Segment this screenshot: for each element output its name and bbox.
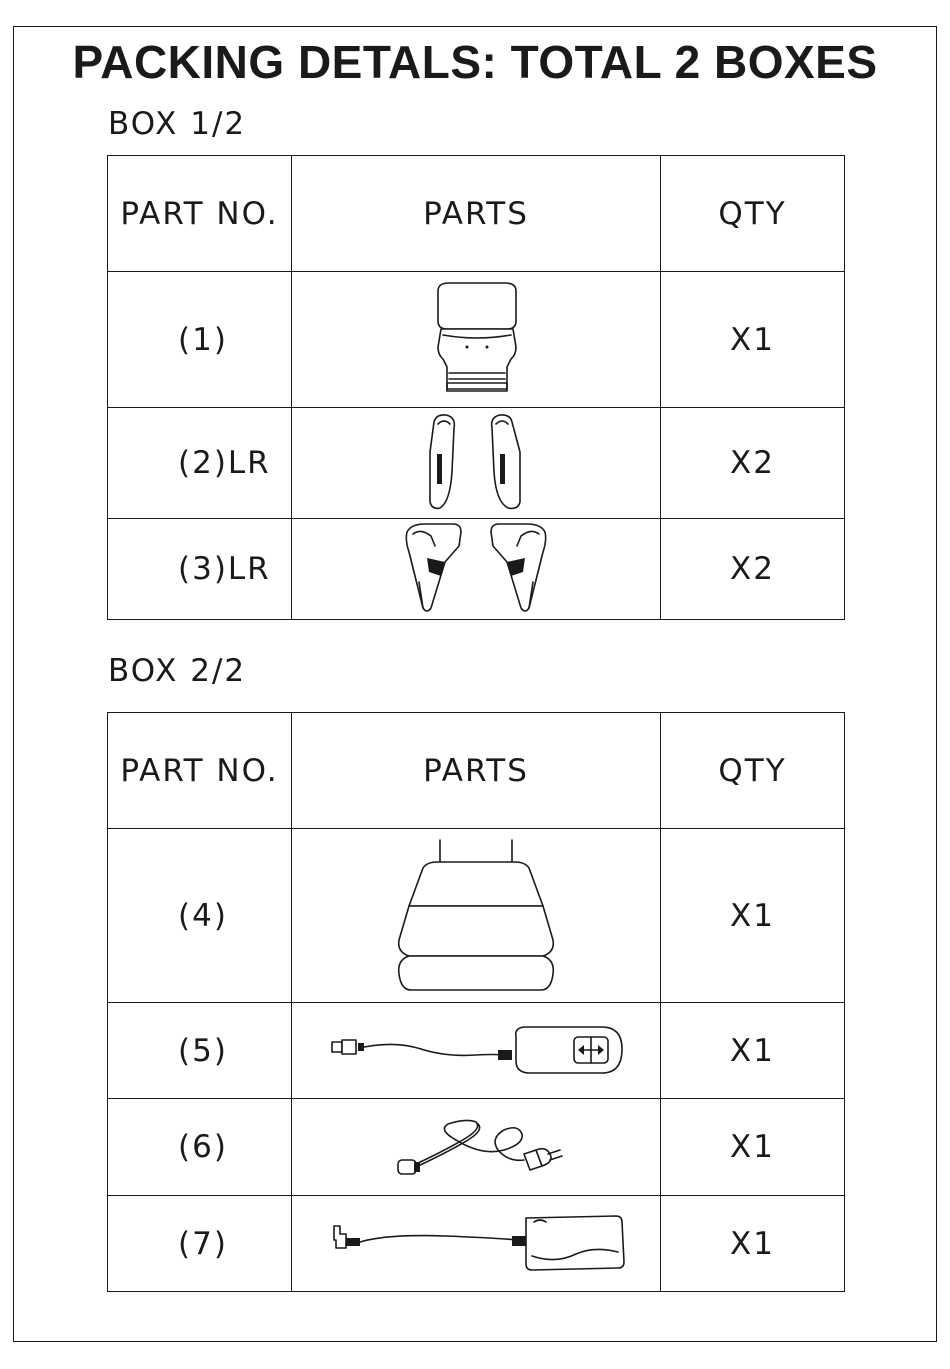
part-drawing-cell (292, 1196, 661, 1292)
qty-cell: X1 (661, 1003, 845, 1099)
part-no-cell: (6) (108, 1099, 292, 1196)
part-no-cell: (3)LR (108, 519, 292, 620)
part-drawing-cell (292, 1099, 661, 1196)
qty-cell: X1 (661, 272, 845, 408)
qty-cell: X2 (661, 408, 845, 519)
table-row (108, 1196, 845, 1292)
header-part-no: PART NO. (108, 156, 292, 272)
part-drawing-cell (292, 519, 661, 620)
table-row (108, 1003, 845, 1099)
table-row (108, 408, 845, 519)
seat-back-cushion-icon (421, 279, 531, 401)
box-1-label: BOX 1/2 (108, 106, 247, 142)
part-no-cell: (5) (108, 1003, 292, 1099)
hand-controller-icon (326, 1021, 626, 1081)
table-row (108, 1099, 845, 1196)
table-header-row (108, 156, 845, 272)
table-row (108, 829, 845, 1003)
part-no-cell: (7) (108, 1196, 292, 1292)
header-qty: QTY (661, 156, 845, 272)
power-cord-icon (386, 1116, 566, 1178)
qty-cell: X1 (661, 1196, 845, 1292)
part-drawing-cell (292, 408, 661, 519)
part-drawing-cell (292, 829, 661, 1003)
header-parts: PARTS (292, 713, 661, 829)
table-row (108, 519, 845, 620)
qty-cell: X1 (661, 829, 845, 1003)
table-header-row (108, 713, 845, 829)
page-title: PACKING DETALS: TOTAL 2 BOXES (72, 36, 878, 88)
header-part-no: PART NO. (108, 713, 292, 829)
part-no-cell: (1) (108, 272, 292, 408)
box-1-table (107, 155, 845, 620)
part-no-cell: (2)LR (108, 408, 292, 519)
header-qty: QTY (661, 713, 845, 829)
part-drawing-cell (292, 1003, 661, 1099)
box-2-table (107, 712, 845, 1292)
seat-base-icon (391, 836, 561, 996)
header-parts: PARTS (292, 156, 661, 272)
part-no-cell: (4) (108, 829, 292, 1003)
part-drawing-cell (292, 272, 661, 408)
box-2-label: BOX 2/2 (108, 653, 247, 689)
side-panel-pair-icon (416, 412, 536, 514)
armrest-pair-icon (401, 522, 551, 616)
qty-cell: X2 (661, 519, 845, 620)
qty-cell: X1 (661, 1099, 845, 1196)
table-row (108, 272, 845, 408)
power-adapter-icon (326, 1212, 626, 1276)
